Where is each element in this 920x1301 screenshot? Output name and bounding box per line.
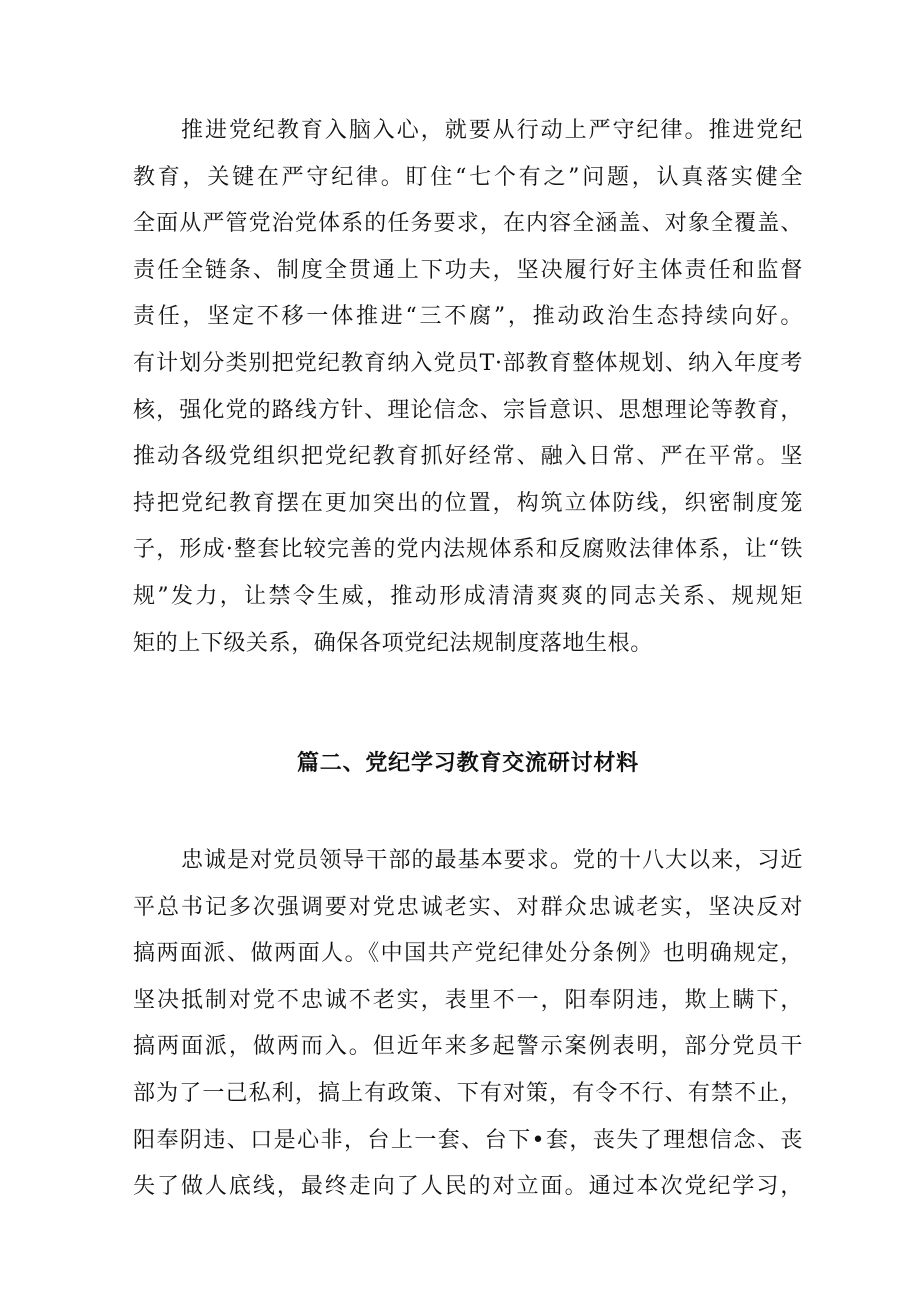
paragraph-line: 推动各级党组织把党纪教育抓好经常、融入日常、严在平常。坚 [133, 444, 803, 470]
paragraph-loyalty [133, 838, 803, 1211]
paragraph-line: 持把党纪教育摆在更加突出的位置，构筑立体防线，织密制度笼 [133, 490, 803, 516]
paragraph-line: 有计划分类别把党纪教育纳入党员T·部教育整体规划、纳入年度考 [133, 350, 803, 376]
paragraph-line: 矩的上下级关系，确保各项党纪法规制度落地生根。 [133, 630, 653, 656]
paragraph-line: 坚决抵制对党不忠诚不老实，表里不一，阳奉阴违，欺上瞒下， [133, 987, 803, 1013]
paragraph-line: 忠诚是对党员领导干部的最基本要求。党的十八大以来，习近 [181, 848, 803, 873]
paragraph-discipline-education [133, 108, 803, 667]
paragraph-line: 平总书记多次强调要对党忠诚老实、对群众忠诚老实，坚决反对 [133, 894, 803, 920]
paragraph-line: 教育，关键在严守纪律。盯住“七个有之”问题，认真落实健全 [133, 164, 803, 190]
paragraph-line: 搞两面派，做两而入。但近年来多起警示案例表明，部分党员干 [133, 1034, 803, 1060]
paragraph-line: 核，强化党的路线方针、理论信念、宗旨意识、思想理论等教育， [133, 397, 803, 423]
paragraph-line: 部为了一己私利，搞上有政策、下有对策，有令不行、有禁不止， [133, 1080, 803, 1106]
paragraph-line: 责任全链条、制度全贯通上下功夫，坚决履行好主体责任和监督 [133, 257, 803, 283]
paragraph-line: 阳奉阴违、口是心非，台上一套、台下•套，丧失了理想信念、丧 [133, 1127, 803, 1153]
paragraph-line: 责任，坚定不移一体推进“三不腐”，推动政治生态持续向好。 [133, 304, 803, 330]
paragraph-line: 搞两面派、做两面人。《中国共产党纪律处分条例》也明确规定， [133, 941, 803, 967]
section-heading: 篇二、党纪学习教育交流研讨材料 [296, 751, 639, 776]
paragraph-line: 失了做人底线，最终走向了人民的对立面。通过本次党纪学习， [133, 1174, 803, 1200]
paragraph-line: 子，形成·整套比较完善的党内法规体系和反腐败法律体系，让“铁 [133, 537, 803, 563]
paragraph-line: 推进党纪教育入脑入心，就要从行动上严守纪律。推进党纪 [181, 118, 803, 143]
paragraph-line: 全面从严管党治党体系的任务要求，在内容全涵盖、对象全覆盖、 [133, 211, 803, 237]
paragraph-line: 规”发力，让禁令生威，推动形成清清爽爽的同志关系、规规矩 [133, 583, 803, 609]
